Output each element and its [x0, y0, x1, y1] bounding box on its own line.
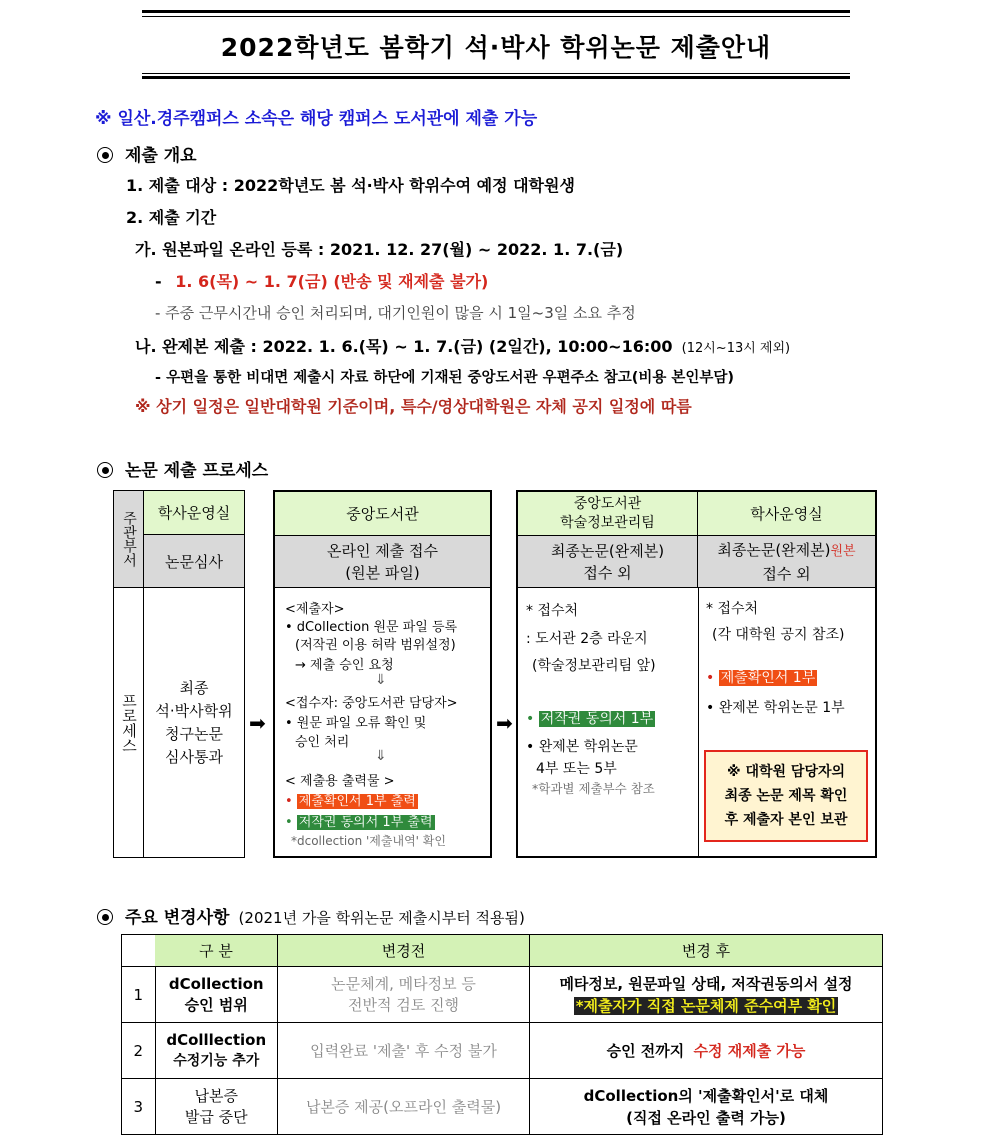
col2-submitter: <제출자> — [285, 602, 345, 617]
col4-p2: (각 대학원 공지 참조) — [712, 627, 845, 643]
col4-p3 — [706, 667, 817, 687]
col2-stage-line: 온라인 제출 접수 — [327, 541, 438, 560]
cat-line: dCollection — [168, 974, 264, 993]
schedule-note: ※ 상기 일정은 일반대학원 기준이며, 특수/영상대학원은 자체 공지 일정에 따름 — [135, 397, 692, 416]
col1-stage: 논문심사 — [144, 535, 244, 587]
row-before — [278, 1079, 530, 1135]
table-row — [122, 1079, 883, 1135]
col3-stage-line: 접수 외 — [583, 563, 632, 582]
col2-o3: *dcollection '제출내역' 확인 — [291, 834, 446, 848]
changes-heading-text: 주요 변경사항 — [125, 908, 230, 928]
col4-p4: • 완제본 학위논문 1부 — [706, 700, 845, 716]
cat-line: 발급 중단 — [184, 1107, 248, 1126]
period-na-small: (12시~13시 제외) — [681, 341, 791, 356]
overview-item-1: 1. 제출 대상 : 2022학년도 봄 석·박사 학위수여 예정 대학원생 — [126, 176, 575, 195]
copyright-print-highlight: 저작권 동의서 1부 출력 — [298, 815, 433, 830]
row-no: 1 — [122, 967, 156, 1023]
col3-stage — [518, 536, 698, 588]
process-heading-text: 논문 제출 프로세스 — [125, 461, 269, 481]
col2-s3: → 제출 승인 요청 — [295, 658, 394, 673]
col1-body — [144, 587, 244, 857]
before-line: 논문체계, 메타정보 등 — [331, 974, 476, 993]
after-red-text: 수정 재제출 가능 — [693, 1042, 806, 1060]
cat-line: 납본증 — [194, 1086, 238, 1105]
col4-stage-line — [717, 539, 855, 563]
col2-output: < 제출용 출력물 > — [285, 774, 395, 789]
col3-dept — [518, 492, 698, 536]
col4-stage — [698, 536, 875, 588]
down-arrow-icon: ⇓ — [375, 672, 387, 688]
col2-o2 — [285, 811, 435, 830]
col4-stage-text: 최종논문(완제본) — [717, 540, 831, 559]
col3-p2: : 도서관 2층 라운지 — [526, 631, 648, 647]
col4-stage-original: 원본 — [830, 543, 856, 559]
process-heading — [97, 456, 268, 481]
row-category — [155, 967, 278, 1023]
process-block-1 — [113, 490, 245, 858]
grad-staff-note-box — [704, 750, 868, 842]
period-na-text: 나. 완제본 제출 : 2022. 1. 6.(목) ~ 1. 7.(금) (2일간), 10:00~16:00 — [135, 337, 673, 356]
header-no — [122, 935, 156, 967]
process-block-3 — [516, 490, 877, 858]
col4-p1: * 접수처 — [706, 601, 759, 617]
table-row — [122, 967, 883, 1023]
col3-p3: (학술정보관리팀 앞) — [532, 658, 656, 674]
changes-table — [121, 934, 883, 1135]
col3-p4 — [526, 708, 655, 728]
header-before: 변경전 — [278, 935, 530, 967]
after-line: (직접 온라인 출력 가능) — [626, 1108, 786, 1127]
col3-dept-line: 학술정보관리팀 — [560, 514, 655, 531]
table-row — [122, 1023, 883, 1079]
col3-p7: *학과별 제출부수 참조 — [532, 781, 655, 796]
after-line: dCollection의 '제출확인서'로 대체 — [583, 1086, 829, 1105]
col2-s1: • dCollection 원문 파일 등록 — [285, 620, 458, 635]
period-ga: 가. 원본파일 온라인 등록 : 2021. 12. 27(월) ~ 2022. 1. 7.(금) — [135, 240, 624, 259]
cat-line: 승인 범위 — [184, 995, 248, 1014]
no-resubmit-note: 1. 6(목) ~ 1. 7(금) (반송 및 재제출 불가) — [175, 272, 489, 291]
after-line: 메타정보, 원문파일 상태, 저작권동의서 설정 — [559, 974, 853, 993]
before-line: 입력완료 '제출' 후 수정 불가 — [310, 1042, 497, 1060]
after-highlight: *제출자가 직접 논문체제 준수여부 확인 — [575, 996, 837, 1015]
title-top-rule — [142, 10, 850, 13]
before-line: 전반적 검토 진행 — [348, 995, 459, 1014]
overview-heading — [97, 141, 197, 166]
row-category — [155, 1079, 278, 1135]
copyright-consent-highlight: 저작권 동의서 1부 — [540, 711, 654, 727]
table-header-row — [122, 935, 883, 967]
row-after — [530, 967, 883, 1023]
row-category — [155, 1023, 278, 1079]
overview-item-2: 2. 제출 기간 — [126, 208, 217, 227]
col2-receiver: <접수자: 중앙도서관 담당자> — [285, 696, 458, 711]
period-ga-dash1 — [155, 269, 488, 292]
col2-o1 — [285, 790, 418, 809]
col4-stage-line: 접수 외 — [762, 564, 811, 583]
process-arrow-icon: ➡ — [249, 711, 266, 735]
changes-heading — [97, 903, 525, 928]
period-ga-dash2: - 주중 근무시간내 승인 처리되며, 대기인원이 많을 시 1일~3일 소요 추정 — [155, 304, 636, 322]
header-category: 구 분 — [155, 935, 278, 967]
row-after — [530, 1023, 883, 1079]
row-before — [278, 967, 530, 1023]
period-na-dash: - 우편을 통한 비대면 제출시 자료 하단에 기재된 중앙도서관 우편주소 참고(비용 본인부담) — [155, 370, 735, 386]
col4-dept: 학사운영실 — [698, 492, 875, 536]
process-block-2 — [273, 490, 492, 858]
col2-stage — [275, 536, 490, 588]
col3-p6: 4부 또는 5부 — [536, 761, 617, 777]
bullet: • — [526, 711, 535, 727]
title-bottom-rule — [142, 76, 850, 79]
process-arrow-icon: ➡ — [496, 711, 513, 735]
dept-label: 주관부서 — [114, 491, 144, 587]
row-after — [530, 1079, 883, 1135]
before-line: 납본증 제공(오프라인 출력물) — [305, 1098, 502, 1116]
confirmation-print-highlight: 제출확인서 1부 출력 — [298, 794, 416, 809]
confirmation-highlight: 제출확인서 1부 — [720, 670, 816, 686]
title-top-rule-thin — [142, 16, 850, 17]
col-divider — [698, 588, 699, 858]
col1-body-line: 석·박사학위 — [155, 701, 233, 720]
col3-stage-line: 최종논문(완제본) — [550, 541, 665, 560]
period-na — [135, 334, 790, 357]
col2-stage-line: (원본 파일) — [345, 563, 420, 582]
row-no: 2 — [122, 1023, 156, 1079]
down-arrow-icon: ⇓ — [375, 748, 387, 764]
note-line: 후 제출자 본인 보관 — [724, 812, 848, 828]
col2-r1: • 원문 파일 오류 확인 및 — [285, 716, 427, 731]
row-before — [278, 1023, 530, 1079]
header-after: 변경 후 — [530, 935, 883, 967]
note-line: ※ 대학원 담당자의 — [726, 764, 846, 780]
bullet: • — [706, 670, 715, 686]
cat-line: 수정기능 추가 — [173, 1052, 260, 1069]
dash: - — [155, 272, 162, 291]
col1-body-line: 심사통과 — [165, 747, 223, 766]
col2-dept: 중앙도서관 — [275, 492, 490, 536]
changes-heading-note: (2021년 가을 학위논문 제출시부터 적용됨) — [238, 909, 525, 927]
page-title: 2022학년도 봄학기 석·박사 학위논문 제출안내 — [220, 33, 772, 62]
bullet: • — [285, 815, 293, 830]
bullet: • — [285, 794, 293, 809]
col2-r2: 승인 처리 — [295, 735, 350, 750]
col1-body-line: 청구논문 — [165, 724, 223, 743]
col3-p1: * 접수처 — [526, 603, 579, 619]
col1-dept: 학사운영실 — [144, 491, 244, 535]
bullet-circle-icon — [97, 909, 113, 925]
col3-dept-line: 중앙도서관 — [573, 495, 642, 512]
row-no: 3 — [122, 1079, 156, 1135]
note-line: 최종 논문 제목 확인 — [724, 788, 848, 804]
overview-heading-text: 제출 개요 — [125, 146, 197, 166]
col2-s2: (저작권 이용 허락 범위설정) — [295, 638, 456, 653]
title-bottom-rule-thin — [142, 73, 850, 74]
after-text: 승인 전까지 — [606, 1042, 685, 1060]
campus-notice: ※ 일산.경주캠퍼스 소속은 해당 캠퍼스 도서관에 제출 가능 — [95, 109, 538, 129]
col3-p5: • 완제본 학위논문 — [526, 739, 638, 755]
bullet-circle-icon — [97, 147, 113, 163]
col1-body-line: 최종 — [179, 678, 209, 697]
bullet-circle-icon — [97, 462, 113, 478]
cat-line: dColllection — [166, 1030, 267, 1049]
process-label: 프로세스 — [114, 587, 144, 857]
title-box — [142, 10, 850, 80]
